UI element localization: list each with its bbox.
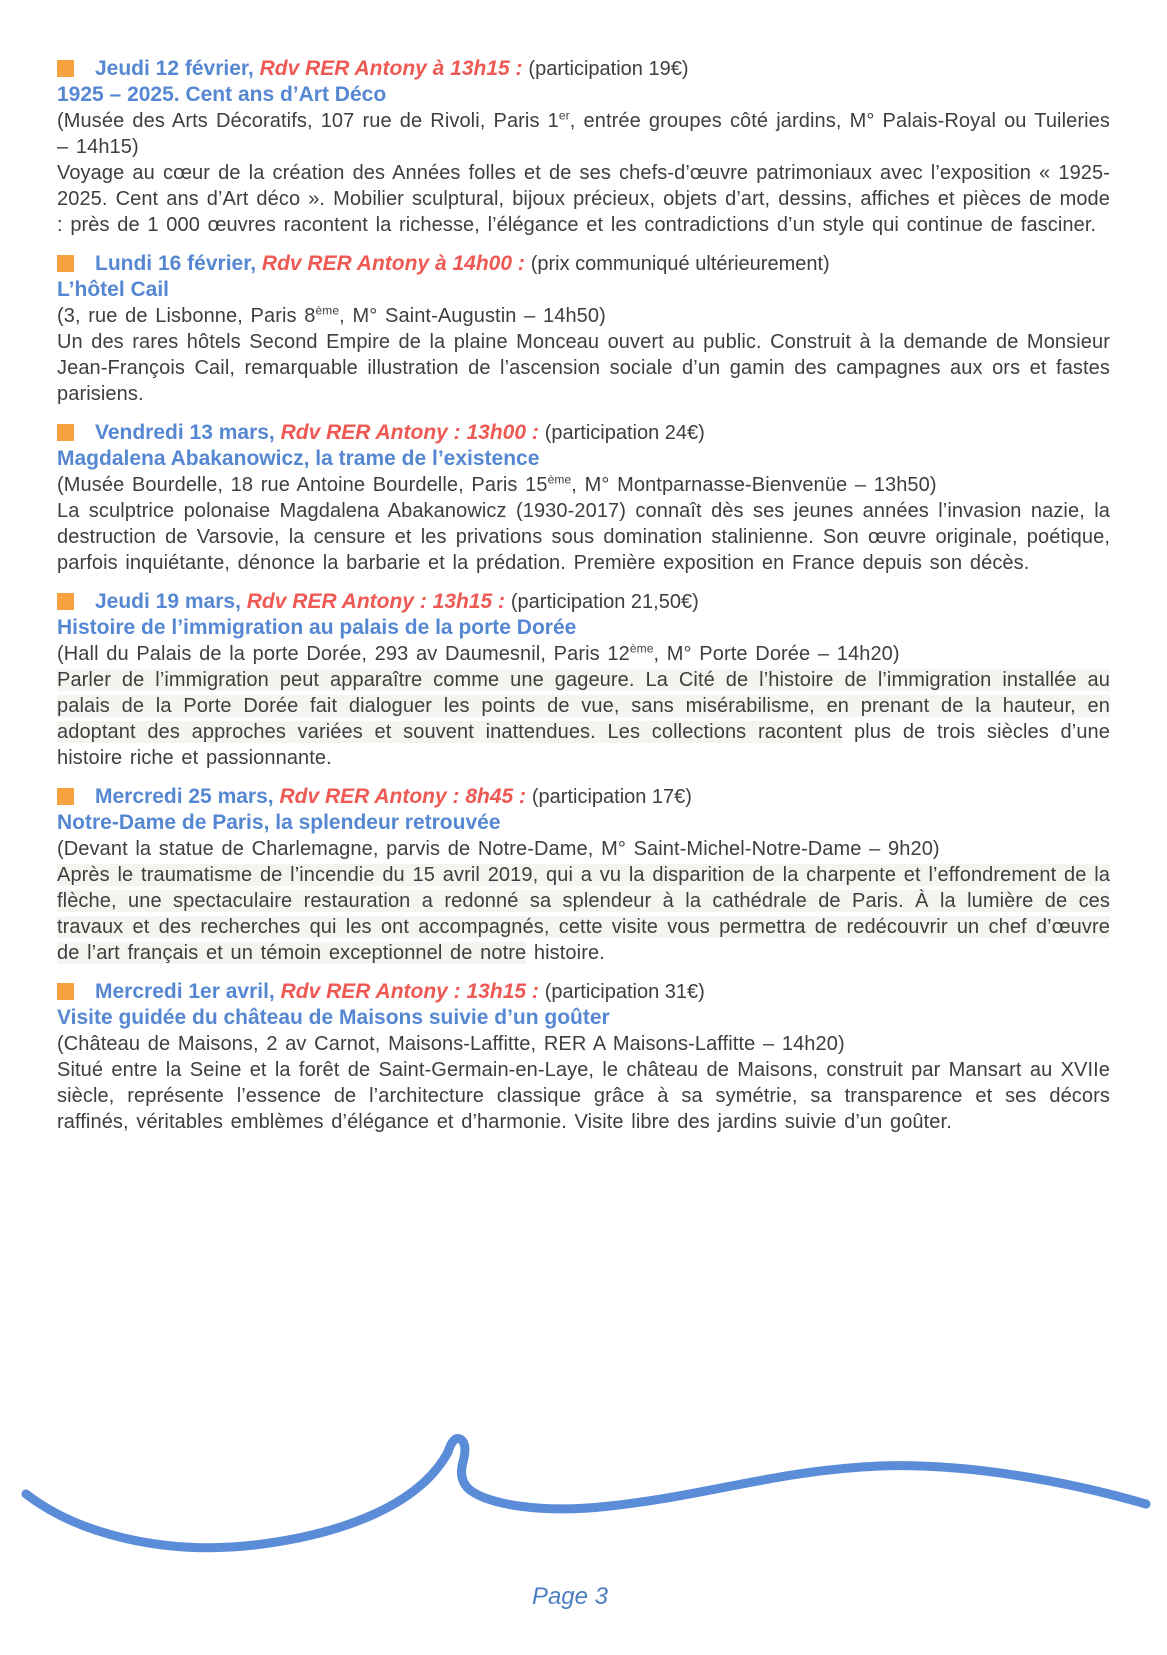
orange-square-bullet-icon [57,60,74,77]
event-title: Notre-Dame de Paris, la splendeur retrouvée [57,811,501,834]
event-title: Magdalena Abakanowicz, la trame de l’existence [57,447,540,470]
venue-superscript: ème [629,641,654,656]
event-venue [57,108,1110,160]
event-title: Histoire de l’immigration au palais de la porte Dorée [57,616,577,639]
event-rdv-time: Rdv RER Antony : 13h15 : [246,590,506,613]
event-price: (participation 31€) [544,981,705,1003]
description-text: Situé entre la Seine et la forêt de Saint-Germain-en-Laye, le château de Maisons, construit par Mansart au XVIIe siècle, représente l’essence de l’architecture classique grâce à sa symétrie, sa transparence et ses décors raffinés, véritables emblèmes d’élégance et d’harmonie. Visite libre des jardins suivie d’un goûter. [57,1059,1110,1133]
event-price: (participation 24€) [544,422,705,444]
orange-square-bullet-icon [57,983,74,1000]
event-rdv-time: Rdv RER Antony : 13h15 : [280,980,539,1003]
orange-square-bullet-icon [57,788,74,805]
event-section [57,589,1110,771]
event-heading [57,251,1110,277]
event-section [57,420,1110,576]
event-description [57,862,1110,966]
venue-text: (Hall du Palais de la porte Dorée, 293 av Daumesnil, Paris 12 [57,643,630,665]
venue-text: (Devant la statue de Charlemagne, parvis de Notre-Dame, M° Saint-Michel-Notre-Dame – 9h20) [57,838,940,860]
event-description [57,498,1110,576]
event-description [57,667,1110,771]
event-section [57,979,1110,1135]
description-highlighted-text: Parler de l’immigration peut apparaître comme une gageure. La Cité de l’histoire de l’immigration installée au palais de la Porte Dorée fait dialoguer les points de vue, sans misérabilisme, en prenant de la hauteur, en adoptant des approches variées et souvent inattendues. Les collections racontent [57,669,1110,743]
event-section [57,784,1110,966]
description-text: histoire. [526,942,605,964]
venue-text: , M° Porte Dorée – 14h20) [653,643,900,665]
event-section [57,56,1110,238]
event-date: Vendredi 13 mars, [95,421,275,444]
description-text: plus de trois siècles d’une histoire riche et passionnante. [57,721,1110,769]
event-description [57,1057,1110,1135]
page-number: Page 3 [531,1583,609,1610]
orange-square-bullet-icon [57,255,74,272]
event-heading [57,784,1110,810]
event-date: Mercredi 1er avril, [95,980,275,1003]
venue-text: (Musée des Arts Décoratifs, 107 rue de Rivoli, Paris 1 [57,110,559,132]
event-rdv-time: Rdv RER Antony : 13h00 : [280,421,539,444]
event-date: Lundi 16 février, [95,252,257,275]
event-price: (prix communiqué ultérieurement) [530,253,830,275]
orange-square-bullet-icon [57,424,74,441]
event-title: Visite guidée du château de Maisons suivie d’un goûter [57,1006,610,1029]
event-date: Mercredi 25 mars, [95,785,274,808]
event-price: (participation 19€) [528,58,689,80]
event-venue [57,836,1110,862]
event-heading [57,420,1110,446]
event-heading [57,979,1110,1005]
orange-square-bullet-icon [57,593,74,610]
venue-text: , entrée groupes côté jardins, M° Palais-Royal ou Tuileries – 14h15) [57,110,1110,158]
event-venue [57,641,1110,667]
venue-superscript: er [558,108,570,123]
event-venue [57,472,1110,498]
event-date: Jeudi 12 février, [95,57,254,80]
venue-superscript: ème [315,303,340,318]
description-text: Un des rares hôtels Second Empire de la plaine Monceau ouvert au public. Construit à la demande de Monsieur Jean-François Cail, remarquable illustration de l’ascension sociale d’un gamin des campagnes aux ors et fastes parisiens. [57,331,1110,405]
venue-superscript: ème [547,472,572,487]
event-description [57,160,1110,238]
event-rdv-time: Rdv RER Antony : 8h45 : [279,785,527,808]
event-venue [57,1031,1110,1057]
events-list [57,56,1110,1148]
venue-text: (3, rue de Lisbonne, Paris 8 [57,305,316,327]
event-date: Jeudi 19 mars, [95,590,241,613]
description-text: La sculptrice polonaise Magdalena Abakanowicz (1930-2017) connaît dès ses jeunes années l’invasion nazie, la destruction de Varsovie, la censure et les privations sous domination stalinienne. Son œuvre originale, poétique, parfois inquiétante, dénonce la barbarie et la prédation. Première exposition en France depuis son décès. [57,500,1110,574]
wave-flourish-decoration [0,1390,1167,1565]
venue-text: (Musée Bourdelle, 18 rue Antoine Bourdelle, Paris 15 [57,474,548,496]
venue-text: , M° Montparnasse-Bienvenüe – 13h50) [571,474,937,496]
venue-text: , M° Saint-Augustin – 14h50) [339,305,606,327]
event-section [57,251,1110,407]
event-rdv-time: Rdv RER Antony à 13h15 : [259,57,523,80]
event-rdv-time: Rdv RER Antony à 14h00 : [261,252,525,275]
event-description [57,329,1110,407]
event-title: 1925 – 2025. Cent ans d’Art Déco [57,83,387,106]
description-highlighted-text: Après le traumatisme de l’incendie du 15 avril 2019, qui a vu la disparition de la charpente et l’effondrement de la flèche, une spectaculaire restauration a redonné sa splendeur à la cathédrale de Paris. À la lumière de ces travaux et des recherches qui les ont accompagnés, cette visite vous permettra de redécouvrir un chef d’œuvre de l’art français et un témoin exceptionnel de notre [57,864,1110,964]
event-heading [57,589,1110,615]
description-text: Voyage au cœur de la création des Années folles et de ses chefs-d’œuvre patrimoniaux avec l’exposition « 1925-2025. Cent ans d’Art déco ». Mobilier sculptural, bijoux précieux, objets d’art, dessins, affiches et pièces de mode : près de 1 000 œuvres racontent la richesse, l’élégance et les contradictions d’un style qui continue de fasciner. [57,162,1110,236]
event-price: (participation 17€) [531,786,692,808]
event-price: (participation 21,50€) [510,591,699,613]
event-venue [57,303,1110,329]
event-heading [57,56,1110,82]
event-title: L’hôtel Cail [57,278,170,301]
venue-text: (Château de Maisons, 2 av Carnot, Maisons-Laffitte, RER A Maisons-Laffitte – 14h20) [57,1033,845,1055]
